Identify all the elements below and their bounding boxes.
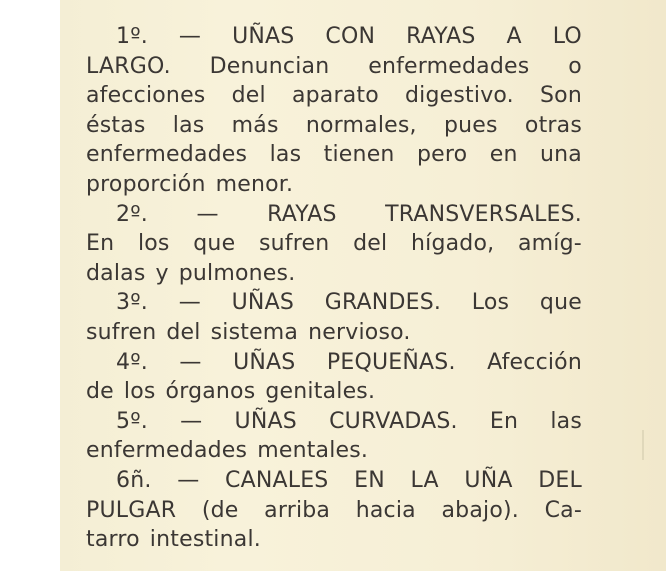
word: del bbox=[353, 231, 388, 257]
word: UÑAS bbox=[233, 349, 296, 375]
text-line bbox=[86, 170, 582, 200]
word: Denuncian bbox=[209, 53, 330, 79]
word: otras bbox=[524, 112, 582, 138]
word: hacia bbox=[355, 497, 416, 523]
text-line bbox=[86, 348, 582, 378]
word: En bbox=[489, 408, 519, 434]
word: 3º. bbox=[116, 290, 148, 316]
word: pero bbox=[416, 142, 468, 168]
text-line bbox=[86, 52, 582, 82]
word: las bbox=[172, 112, 205, 138]
word: sufren bbox=[259, 231, 330, 257]
word: 1º. bbox=[116, 24, 148, 49]
word: En bbox=[86, 231, 115, 257]
word: que bbox=[193, 231, 236, 257]
word: órganos bbox=[165, 379, 256, 405]
word: LARGO. bbox=[86, 53, 171, 79]
word: LO bbox=[552, 24, 582, 49]
word: GRANDES. bbox=[324, 290, 442, 316]
page-edge-mark bbox=[642, 430, 644, 460]
word: los bbox=[137, 231, 170, 257]
word: arriba bbox=[264, 497, 331, 523]
word: aparato bbox=[291, 83, 379, 109]
word: que bbox=[539, 290, 582, 316]
white-margin bbox=[0, 0, 60, 571]
word: normales, bbox=[305, 112, 417, 138]
word: Son bbox=[540, 83, 582, 109]
word: DEL bbox=[538, 467, 582, 493]
word: las bbox=[550, 408, 582, 434]
word: las bbox=[269, 142, 302, 168]
word: CANALES bbox=[225, 467, 329, 493]
word: Ca- bbox=[544, 497, 582, 523]
word: en bbox=[489, 142, 518, 168]
word: enfermedades bbox=[86, 438, 248, 464]
word: tienen bbox=[323, 142, 395, 168]
word: RAYAS bbox=[406, 24, 476, 49]
word: proporción bbox=[86, 171, 206, 197]
word: los bbox=[123, 379, 156, 405]
word: genitales. bbox=[265, 379, 376, 405]
word: Los bbox=[471, 290, 510, 316]
word: A bbox=[506, 24, 522, 49]
word: PEQUEÑAS. bbox=[326, 349, 456, 375]
text-line bbox=[86, 288, 582, 318]
text-line bbox=[86, 436, 582, 466]
word: menor. bbox=[215, 171, 294, 197]
text-line bbox=[86, 466, 582, 496]
word: éstas bbox=[86, 112, 146, 138]
word: — bbox=[196, 201, 219, 227]
word: TRANSVERSALES. bbox=[385, 201, 582, 227]
word: afecciones bbox=[86, 83, 206, 109]
word: tarro bbox=[86, 527, 140, 553]
word: 6ñ. bbox=[116, 467, 152, 493]
text-line bbox=[86, 377, 582, 407]
word: pulmones. bbox=[178, 260, 296, 286]
word: mentales. bbox=[257, 438, 369, 464]
word: enfermedades bbox=[86, 142, 248, 168]
text-line bbox=[86, 496, 582, 526]
word: amíg- bbox=[518, 231, 582, 257]
word: — bbox=[179, 349, 202, 375]
text-line bbox=[86, 259, 582, 289]
word: UÑA bbox=[464, 467, 513, 493]
word: — bbox=[178, 24, 202, 49]
word: 4º. bbox=[116, 349, 148, 375]
word: del bbox=[231, 83, 266, 109]
word: EN bbox=[354, 467, 385, 493]
word: de bbox=[86, 379, 114, 405]
word: UÑAS bbox=[231, 290, 294, 316]
text-line bbox=[86, 22, 582, 52]
word: LA bbox=[410, 467, 439, 493]
word: Afección bbox=[487, 349, 582, 375]
word: digestivo. bbox=[405, 83, 514, 109]
text-line bbox=[86, 318, 582, 348]
word: enfermedades bbox=[368, 53, 530, 79]
word: abajo). bbox=[441, 497, 519, 523]
word: sufren bbox=[86, 319, 157, 345]
word: del bbox=[166, 319, 201, 345]
word: UÑAS bbox=[232, 24, 295, 49]
text-line bbox=[86, 140, 582, 170]
word: 5º. bbox=[116, 408, 148, 434]
word: 2º. bbox=[116, 201, 148, 227]
word: más bbox=[231, 112, 279, 138]
word: sistema bbox=[210, 319, 299, 345]
word: y bbox=[155, 260, 169, 286]
word: hígado, bbox=[410, 231, 495, 257]
word: intestinal. bbox=[149, 527, 261, 553]
word: — bbox=[178, 290, 201, 316]
word: PULGAR bbox=[86, 497, 177, 523]
word: nervioso. bbox=[308, 319, 411, 345]
word: — bbox=[180, 408, 203, 434]
text-line bbox=[86, 229, 582, 259]
text-line bbox=[86, 111, 582, 141]
text-line bbox=[86, 200, 582, 230]
body-text bbox=[86, 22, 582, 555]
word: UÑAS bbox=[234, 408, 297, 434]
word: (de bbox=[201, 497, 239, 523]
word: o bbox=[568, 53, 582, 79]
word: una bbox=[540, 142, 582, 168]
word: RAYAS bbox=[267, 201, 337, 227]
word: — bbox=[177, 467, 200, 493]
text-line bbox=[86, 407, 582, 437]
word: dalas bbox=[86, 260, 146, 286]
word: CURVADAS. bbox=[329, 408, 458, 434]
text-line bbox=[86, 525, 582, 555]
text-line bbox=[86, 81, 582, 111]
word: pues bbox=[443, 112, 498, 138]
word: CON bbox=[325, 24, 376, 49]
